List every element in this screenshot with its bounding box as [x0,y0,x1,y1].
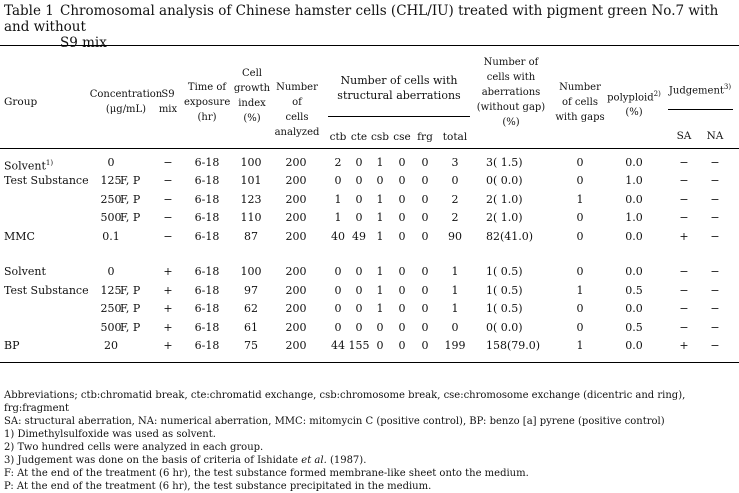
cell-ctb: 0 [334,302,342,315]
cell-total: 1 [451,284,459,297]
cell-csb: 1 [376,156,384,169]
cell-cse: 0 [398,193,406,206]
cell-gaps: 0 [576,211,584,224]
cell-s9: + [163,321,173,334]
cell-gaps: 0 [576,230,584,243]
cell-cse: 0 [398,211,406,224]
cell-csb: 1 [376,230,384,243]
judgement-subrule [668,109,733,110]
cell-total: 90 [448,230,462,243]
title-text: Chromosomal analysis of Chinese hamster cells (CHL/IU) treated with pigment green No.7 with and without [4,3,719,35]
cell-gaps: 0 [576,174,584,187]
header-group: Group [4,96,38,108]
cell-na: − [710,321,720,334]
cell-s9: + [163,339,173,352]
cell-growth: 110 [240,211,262,224]
cell-growth: 100 [240,265,262,278]
cell-group: Solvent [4,265,46,278]
cell-mark: F, P [120,284,141,297]
cell-cse: 0 [398,174,406,187]
cell-frg: 0 [421,302,429,315]
cell-time: 6-18 [194,302,220,315]
cell-csb: 1 [376,211,384,224]
cell-conc: 500 [100,211,122,224]
header-time: Time of exposure (hr) [184,82,231,123]
cell-mark: F, P [120,321,141,334]
cell-total: 0 [451,174,459,187]
cell-s9: + [163,265,173,278]
header-gaps: Number of cells with gaps [555,82,605,123]
cell-frg: 0 [421,321,429,334]
cell-gaps: 0 [576,321,584,334]
cell-poly: 0.5 [625,284,643,297]
cell-sa: − [679,265,689,278]
cell-n: 200 [285,156,307,169]
cell-growth: 61 [244,321,258,334]
cell-na: − [710,211,720,224]
header-growth: Cell growth index (%) [233,68,271,124]
cell-n: 200 [285,230,307,243]
cell-na: − [710,284,720,297]
subheader-total: total [442,131,468,143]
cell-csb: 0 [376,321,384,334]
cell-poly: 0.0 [625,339,643,352]
cell-aberrations: 0( 0.0) [486,321,523,334]
cell-group: Test Substance [4,284,89,297]
cell-n: 200 [285,321,307,334]
cell-aberrations: 2( 1.0) [486,193,523,206]
cell-na: − [710,339,720,352]
cell-sa: − [679,284,689,297]
cell-csb: 0 [376,339,384,352]
table-number: Table 1 [4,3,54,19]
cell-frg: 0 [421,193,429,206]
header-na: NA [706,130,724,142]
header-s9: S9 mix [158,89,178,115]
note-2: 2) Two hundred cells were analyzed in each group. [4,442,264,453]
cell-na: − [710,302,720,315]
cell-cte: 0 [355,321,363,334]
header-cells-analyzed: Number of cells analyzed [274,82,320,138]
cell-poly: 0.0 [625,193,643,206]
cell-poly: 0.0 [625,230,643,243]
header-rule [0,148,739,149]
cell-cse: 0 [398,339,406,352]
cell-time: 6-18 [194,211,220,224]
header-aberrations: Number of cells with aberrations (without gap) (%) [476,57,546,128]
cell-aberrations: 3( 1.5) [486,156,523,169]
cell-na: − [710,193,720,206]
cell-na: − [710,230,720,243]
cell-time: 6-18 [194,265,220,278]
cell-total: 199 [444,339,466,352]
cell-total: 1 [451,302,459,315]
cell-growth: 87 [244,230,258,243]
cell-mark: F, P [120,174,141,187]
cell-cte: 0 [355,193,363,206]
cell-cte: 0 [355,156,363,169]
cell-growth: 97 [244,284,258,297]
cell-time: 6-18 [194,193,220,206]
cell-total: 0 [451,321,459,334]
cell-time: 6-18 [194,156,220,169]
cell-frg: 0 [421,230,429,243]
cell-time: 6-18 [194,230,220,243]
cell-sa: − [679,156,689,169]
cell-aberrations: 1( 0.5) [486,265,523,278]
cell-group: MMC [4,230,35,243]
note-p: P: At the end of the treatment (6 hr), the test substance precipitated in the medium. [4,481,432,492]
cell-group: Solvent$^{1)}$ [4,159,54,173]
cell-time: 6-18 [194,321,220,334]
cell-conc: 0 [107,156,115,169]
cell-sa: − [679,211,689,224]
cell-conc: 500 [100,321,122,334]
cell-conc: 125 [100,284,122,297]
cell-growth: 100 [240,156,262,169]
note-f: F: At the end of the treatment (6 hr), the test substance formed membrane-like sheet onto the medium. [4,468,529,479]
cell-csb: 1 [376,193,384,206]
cell-csb: 1 [376,284,384,297]
cell-cte: 155 [348,339,370,352]
cell-poly: 0.0 [625,265,643,278]
cell-poly: 1.0 [625,211,643,224]
cell-total: 2 [451,211,459,224]
cell-ctb: 40 [331,230,345,243]
cell-conc: 125 [100,174,122,187]
cell-cse: 0 [398,284,406,297]
cell-gaps: 0 [576,265,584,278]
cell-aberrations: 1( 0.5) [486,302,523,315]
cell-conc: 250 [100,193,122,206]
bottom-rule [0,362,739,363]
cell-s9: − [163,156,173,169]
header-structural: Number of cells with structural aberrations [337,74,461,102]
cell-gaps: 0 [576,156,584,169]
cell-s9: + [163,284,173,297]
cell-sa: − [679,321,689,334]
cell-csb: 1 [376,265,384,278]
cell-cse: 0 [398,265,406,278]
cell-group: Test Substance [4,174,89,187]
subheader-frg: frg [417,131,433,143]
cell-poly: 0.5 [625,321,643,334]
cell-aberrations: 1( 0.5) [486,284,523,297]
cell-ctb: 1 [334,193,342,206]
cell-poly: 0.0 [625,302,643,315]
structural-subrule [328,116,470,117]
cell-cte: 0 [355,211,363,224]
cell-cte: 0 [355,302,363,315]
cell-csb: 0 [376,174,384,187]
cell-gaps: 1 [576,193,584,206]
cell-growth: 75 [244,339,258,352]
cell-na: − [710,174,720,187]
subheader-ctb: ctb [329,131,347,143]
cell-na: − [710,265,720,278]
cell-aberrations: 158(79.0) [486,339,541,352]
cell-sa: + [679,339,689,352]
cell-mark: F, P [120,211,141,224]
cell-aberrations: 0( 0.0) [486,174,523,187]
note-abbreviations: Abbreviations; ctb:chromatid break, cte:chromatid exchange, csb:chromosome break, cse:chromosome exchange (dicentric and ring), frg:fragment [4,390,686,414]
cell-s9: − [163,230,173,243]
cell-frg: 0 [421,174,429,187]
cell-s9: − [163,174,173,187]
cell-poly: 1.0 [625,174,643,187]
cell-ctb: 2 [334,156,342,169]
cell-cse: 0 [398,321,406,334]
cell-frg: 0 [421,265,429,278]
cell-mark: F, P [120,193,141,206]
table-notes [4,389,736,493]
cell-n: 200 [285,193,307,206]
note-abbreviations-2: SA: structural aberration, NA: numerical aberration, MMC: mitomycin C (positive control), BP: benzo [a] pyrene (positive control) [4,416,665,427]
cell-poly: 0.0 [625,156,643,169]
header-concentration: Concentration (μg/mL) [89,89,163,115]
note-1: 1) Dimethylsulfoxide was used as solvent. [4,429,216,440]
title-line-2: S9 mix [60,35,107,51]
cell-aberrations: 82(41.0) [486,230,534,243]
cell-sa: − [679,174,689,187]
cell-n: 200 [285,211,307,224]
cell-time: 6-18 [194,174,220,187]
cell-cse: 0 [398,302,406,315]
cell-gaps: 0 [576,302,584,315]
cell-aberrations: 2( 1.0) [486,211,523,224]
cell-frg: 0 [421,284,429,297]
cell-ctb: 1 [334,211,342,224]
top-rule [0,45,739,46]
cell-cte: 0 [355,284,363,297]
cell-conc: 250 [100,302,122,315]
cell-group: BP [4,339,20,352]
header-polyploid: polyploid$^{2)}$ (%) [607,90,661,119]
table-title [4,3,734,51]
cell-total: 1 [451,265,459,278]
cell-n: 200 [285,302,307,315]
cell-n: 200 [285,265,307,278]
cell-s9: − [163,193,173,206]
subheader-csb: csb [371,131,389,143]
cell-ctb: 44 [331,339,345,352]
cell-ctb: 0 [334,265,342,278]
subheader-cte: cte [350,131,368,143]
header-sa: SA [676,130,692,142]
cell-sa: − [679,302,689,315]
cell-time: 6-18 [194,339,220,352]
cell-cse: 0 [398,156,406,169]
cell-sa: + [679,230,689,243]
cell-sa: − [679,193,689,206]
cell-csb: 1 [376,302,384,315]
cell-s9: + [163,302,173,315]
cell-cse: 0 [398,230,406,243]
cell-frg: 0 [421,156,429,169]
title-line-1 [4,3,734,35]
cell-n: 200 [285,174,307,187]
cell-frg: 0 [421,339,429,352]
cell-growth: 62 [244,302,258,315]
cell-cte: 49 [352,230,366,243]
cell-cte: 0 [355,265,363,278]
cell-ctb: 0 [334,321,342,334]
cell-n: 200 [285,284,307,297]
cell-ctb: 0 [334,284,342,297]
cell-mark: F, P [120,302,141,315]
cell-conc: 0 [107,265,115,278]
cell-total: 2 [451,193,459,206]
cell-growth: 101 [240,174,262,187]
cell-ctb: 0 [334,174,342,187]
header-judgement: Judgement$^{3)}$ [668,83,732,97]
cell-na: − [710,156,720,169]
note-3: 3) Judgement was done on the basis of criteria of Ishidate et al. (1987). [4,455,367,466]
cell-gaps: 1 [576,284,584,297]
cell-conc: 0.1 [102,230,120,243]
cell-conc: 20 [104,339,118,352]
cell-s9: − [163,211,173,224]
cell-total: 3 [451,156,459,169]
cell-n: 200 [285,339,307,352]
cell-growth: 123 [240,193,262,206]
cell-gaps: 1 [576,339,584,352]
cell-time: 6-18 [194,284,220,297]
cell-frg: 0 [421,211,429,224]
subheader-cse: cse [393,131,411,143]
cell-cte: 0 [355,174,363,187]
